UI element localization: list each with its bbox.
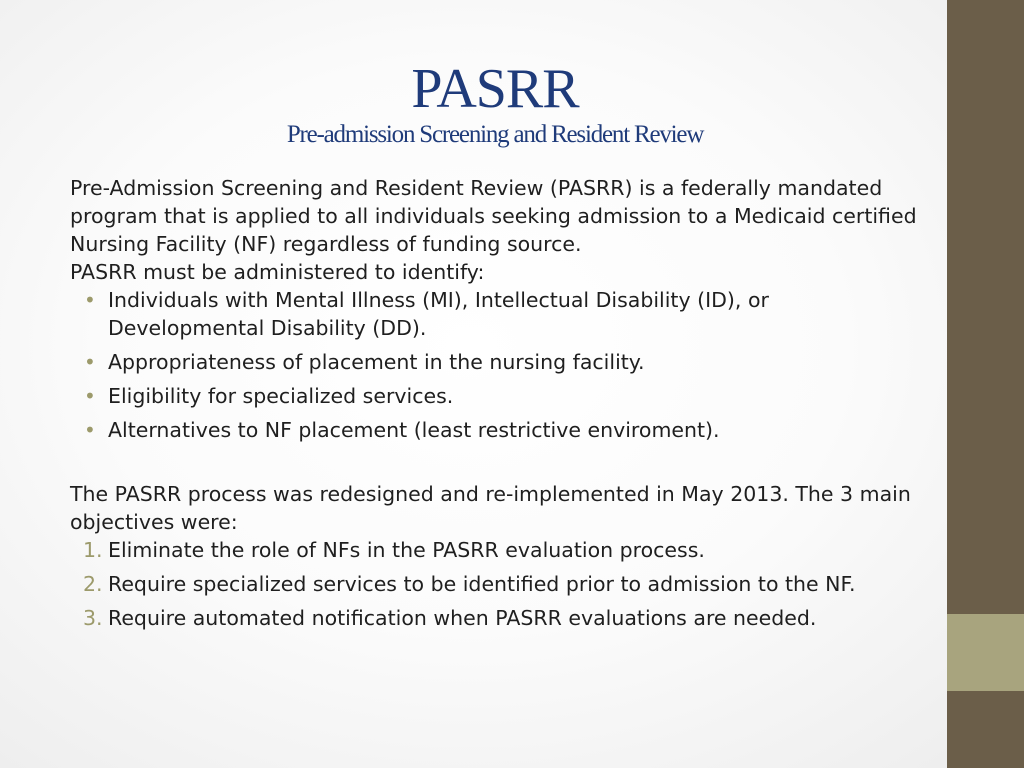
bullet-text: Eligibility for specialized services. (108, 384, 454, 408)
bullet-text: Alternatives to NF placement (least restrictive enviroment). (108, 418, 720, 442)
side-accent-block (947, 614, 1024, 691)
objective-text: Require specialized services to be identified prior to admission to the NF. (108, 572, 856, 596)
slide-title: PASRR (411, 58, 579, 120)
identify-label: PASRR must be administered to identify: (70, 260, 485, 284)
bullet-icon: • (84, 288, 96, 312)
objectives-numbered-list (70, 536, 930, 632)
objective-item (70, 604, 930, 632)
intro-paragraph: Pre-Admission Screening and Resident Review (PASRR) is a federally mandated program that is applied to all individuals seeking admission to a Medicaid certified Nursing Facility (NF) regardless of funding source. (70, 176, 917, 256)
bullet-item (70, 382, 930, 410)
objective-number: 3. (83, 606, 103, 630)
objective-text: Eliminate the role of NFs in the PASRR evaluation process. (108, 538, 705, 562)
bullet-text: Individuals with Mental Illness (MI), Intellectual Disability (ID), or Developmental Disability (DD). (108, 288, 769, 340)
bullet-icon: • (84, 350, 96, 374)
bullet-text: Appropriateness of placement in the nursing facility. (108, 350, 645, 374)
bullet-icon: • (84, 418, 96, 442)
objectives-label: The PASRR process was redesigned and re-implemented in May 2013. The 3 main objectives were: (70, 482, 911, 534)
bullet-item (70, 416, 930, 444)
slide-body (70, 174, 930, 668)
objective-item (70, 570, 930, 598)
bullet-item (70, 286, 930, 342)
title-block (40, 55, 950, 149)
objective-number: 1. (83, 538, 103, 562)
bullet-icon: • (84, 384, 96, 408)
objective-number: 2. (83, 572, 103, 596)
objective-text: Require automated notification when PASRR evaluations are needed. (108, 606, 817, 630)
identify-bullet-list (70, 286, 930, 444)
bullet-item (70, 348, 930, 376)
slide-subtitle: Pre-admission Screening and Resident Review (286, 121, 704, 148)
objective-item (70, 536, 930, 564)
